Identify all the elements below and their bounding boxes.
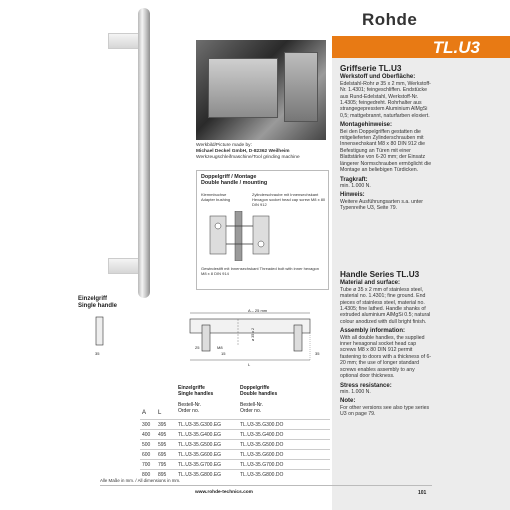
cell-double-order: TL.U3-35.G700.DO	[240, 462, 284, 468]
table-row	[140, 449, 330, 459]
label-bushing: Klemmbuchse Adapter bushing	[201, 192, 231, 202]
cell-single-order: TL.U3-35.G300.EG	[178, 422, 222, 428]
col-l: L	[158, 410, 162, 416]
order-label-single-en: Order no.	[178, 408, 200, 414]
head-single	[178, 385, 213, 397]
mounting-title-de: Doppelgriff / Montage	[201, 174, 257, 180]
de-load-heading: Tragkraft:	[340, 176, 368, 183]
dim-dia: ø 35 x 2	[251, 328, 255, 341]
label-thread: Gewindestift mit Innensechskant Threaded bolt with inner hexagon M8 x 8 DIN 914	[201, 266, 319, 276]
dim-25: 25	[195, 345, 200, 350]
table-row	[140, 459, 330, 469]
head-double-de: Doppelgriffe	[240, 385, 270, 391]
dim-35-left: 35	[95, 351, 100, 356]
en-material-text: Tube ø 35 x 2 mm of stainless steel, material no. 1.4301; fine ground. End pieces of stainless steel, material no. 1.4305; fine lathed. Handle shanks of extruded aluminium AlMgSi 0.5; natural colour anodized with dull bright finish.	[340, 286, 431, 325]
cell-double-order: TL.U3-35.G800.DO	[240, 472, 284, 478]
en-material-heading: Material and surface:	[340, 280, 401, 287]
footer-divider	[100, 485, 432, 486]
table-row	[140, 429, 330, 439]
page-number: 101	[418, 490, 427, 496]
cell-double-order: TL.U3-35.G400.DO	[240, 432, 284, 438]
col-a: A	[142, 410, 147, 416]
en-section	[340, 272, 432, 418]
cell-single-order: TL.U3-35.G400.EG	[178, 432, 222, 438]
single-handle-title-en: Single handle	[78, 303, 118, 309]
handle-bottom-mount	[108, 258, 141, 274]
handle-top-mount	[108, 33, 141, 49]
cell-l: 795	[158, 462, 167, 468]
machine-photo	[196, 40, 326, 140]
cell-a: 400	[142, 432, 151, 438]
cell-l: 395	[158, 422, 167, 428]
mounting-title	[201, 174, 267, 187]
cell-l: 895	[158, 472, 167, 478]
cell-single-order: TL.U3-35.G500.EG	[178, 442, 222, 448]
caption-line-3: Werkzeugschleifmaschine/Tool grinding machine	[196, 155, 300, 160]
cell-a: 700	[142, 462, 151, 468]
right-sidebar	[332, 0, 510, 510]
dim-l: L	[248, 362, 251, 367]
de-mount-heading: Montagehinweise:	[340, 122, 393, 129]
brand-logo: Rohde	[362, 10, 418, 29]
dim-m8: M8	[217, 345, 223, 350]
order-label-double	[240, 402, 263, 414]
photo-caption	[196, 143, 326, 161]
en-title: Handle Series TL.U3	[340, 270, 420, 279]
head-single-en: Single handles	[178, 391, 214, 397]
head-double-en: Double handles	[240, 391, 278, 397]
en-note-heading: Note:	[340, 398, 356, 405]
order-label-single	[178, 402, 201, 414]
de-hint-text: Weitere Ausführungsarten s.a. unter Typenreihe U3, Seite 79.	[340, 198, 423, 212]
cell-single-order: TL.U3-35.G600.EG	[178, 452, 222, 458]
dim-a: A – 25 mm	[248, 308, 268, 313]
en-note-text: For other versions see also type series U3 on page 79.	[340, 404, 430, 418]
en-assembly-heading: Assembly information:	[340, 328, 406, 335]
table-row	[140, 439, 330, 449]
de-section	[340, 66, 432, 212]
handle-tube	[138, 8, 150, 298]
mounting-title-en: Double handle / mounting	[201, 180, 268, 187]
de-load-text: min. 1.000 N.	[340, 182, 371, 189]
machine-side-panel	[284, 52, 318, 122]
cell-l: 495	[158, 432, 167, 438]
en-assembly-text: With all double handles, the supplied inner hexagonal socket head cap screws M8 x 80 DIN 912 permit fastening to doors with a thickness of 6-20 mm; the use of longer standard screws enables assembly to any optional door thickness.	[340, 334, 432, 380]
mounting-diagram	[196, 170, 329, 290]
cell-single-order: TL.U3-35.G800.EG	[178, 472, 222, 478]
dim-35-right: 35	[315, 351, 320, 356]
logo-bar	[332, 0, 510, 36]
handle-photo	[108, 8, 168, 298]
footer-note: Alle Maße in mm. / All dimensions in mm.	[100, 478, 181, 483]
caption-line-2: Michael Deckel GmbH, D-82362 Weilheim	[196, 149, 290, 154]
cell-l: 595	[158, 442, 167, 448]
footer-url[interactable]: www.rohde-technics.com	[195, 490, 253, 495]
cell-double-order: TL.U3-35.G300.DO	[240, 422, 284, 428]
dim-15: 15	[221, 351, 226, 356]
order-label-double-de: Bestell-Nr.	[240, 402, 264, 408]
de-material-text: Edelstahl-Rohr ø 35 x 2 mm, Werkstoff-Nr. 1.4301; feingeschliffen. Endstücke aus Rund-Edelstahl, Werkstoff-Nr. 1.4305; feingedreht. Rohrhalter aus strangegepresstem Aluminium AlMgSi 0,5; mattgebrannt, naturfarben eloxiert.	[340, 80, 431, 119]
head-single-de: Einzelgriffe	[178, 385, 205, 391]
model-title: TL.U3	[432, 38, 480, 57]
cell-double-order: TL.U3-35.G600.DO	[240, 452, 284, 458]
cell-a: 800	[142, 472, 151, 478]
cell-l: 695	[158, 452, 167, 458]
single-handle-title-de: Einzelgriff	[78, 296, 108, 302]
en-stress-text: min. 1.000 N.	[340, 388, 371, 395]
machine-door	[208, 58, 278, 118]
mounting-drawing	[205, 211, 275, 261]
en-stress-heading: Stress resistance:	[340, 382, 392, 389]
de-mount-text: Bei den Doppelgriffen gestatten die mitgelieferten Zylinderschrauben mit Innensechskant M8 x 80 DIN 912 die Befestigung an Türen mit einer Blattstärke von 6-20 mm; der Einsatz längerer Normschrauben ermöglicht die Montage an beliebigen Türdicken.	[340, 128, 432, 174]
table-row	[140, 419, 330, 429]
label-screw: Zylinderschraube mit Innensechskant Hexagon socket head cap screw M8 x 80 DIN 912	[252, 192, 326, 207]
cell-single-order: TL.U3-35.G700.EG	[178, 462, 222, 468]
order-label-single-de: Bestell-Nr.	[178, 402, 202, 408]
de-hint-heading: Hinweis:	[340, 192, 365, 199]
head-double	[240, 385, 277, 397]
cell-a: 500	[142, 442, 151, 448]
single-handle-drawing	[78, 305, 330, 367]
caption-line-1: Werkbild/Picture made by:	[196, 143, 252, 148]
de-title: Griffserie TL.U3	[340, 64, 402, 73]
cell-a: 600	[142, 452, 151, 458]
de-material-heading: Werkstoff und Oberfläche:	[340, 74, 416, 81]
cell-double-order: TL.U3-35.G500.DO	[240, 442, 284, 448]
order-label-double-en: Order no.	[240, 408, 262, 414]
model-banner	[332, 36, 510, 58]
cell-a: 300	[142, 422, 151, 428]
